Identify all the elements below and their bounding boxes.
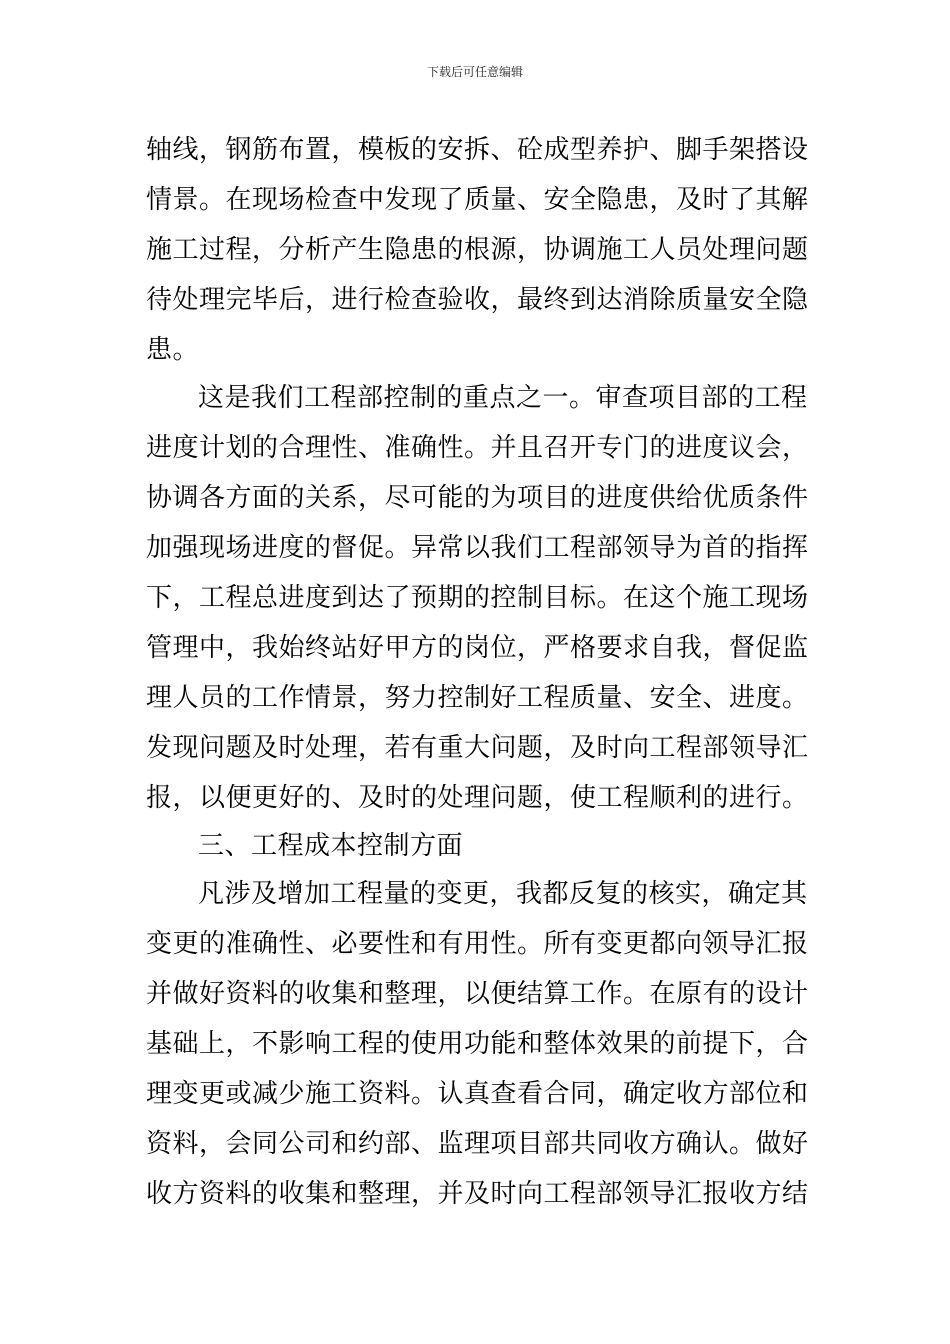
paragraph-first-line: 凡涉及增加工程量的变更，我都反复的核实，确定其 [198, 879, 808, 909]
text-line: 资料，会同公司和约部、监理项目部共同收方确认。做好 [146, 1129, 809, 1159]
text-line: 报，以便更好的、及时的处理问题，使工程顺利的进行。 [146, 783, 809, 813]
text-line: 管理中，我始终站好甲方的岗位，严格要求自我，督促监 [146, 633, 809, 663]
text-line: 情景。在现场检查中发现了质量、安全隐患，及时了其解 [146, 185, 809, 215]
text-line: 理变更或减少施工资料。认真查看合同，确定收方部位和 [146, 1079, 809, 1109]
text-line: 进度计划的合理性、准确性。并且召开专门的进度议会， [146, 433, 809, 463]
text-line: 基础上，不影响工程的使用功能和整体效果的前提下，合 [146, 1029, 809, 1059]
text-line: 施工过程，分析产生隐患的根源，协调施工人员处理问题 [146, 235, 809, 265]
text-line: 患。 [146, 335, 200, 365]
text-line: 协调各方面的关系，尽可能的为项目的进度供给优质条件 [146, 483, 809, 513]
text-line: 下，工程总进度到达了预期的控制目标。在这个施工现场 [146, 583, 809, 613]
paragraph-first-line: 这是我们工程部控制的重点之一。审查项目部的工程 [198, 383, 808, 413]
text-line: 收方资料的收集和整理，并及时向工程部领导汇报收方结 [146, 1179, 809, 1209]
section-heading: 三、工程成本控制方面 [198, 831, 464, 861]
text-line: 理人员的工作情景，努力控制好工程质量、安全、进度。 [146, 683, 809, 713]
text-line: 变更的准确性、必要性和有用性。所有变更都向领导汇报 [146, 929, 809, 959]
text-line: 发现问题及时处理，若有重大问题，及时向工程部领导汇 [146, 733, 809, 763]
text-line: 加强现场进度的督促。异常以我们工程部领导为首的指挥 [146, 533, 809, 563]
text-line: 并做好资料的收集和整理，以便结算工作。在原有的设计 [146, 979, 809, 1009]
text-line: 待处理完毕后，进行检查验收，最终到达消除质量安全隐 [146, 285, 809, 315]
text-line: 轴线，钢筋布置，模板的安拆、砼成型养护、脚手架搭设 [146, 135, 809, 165]
page-header: 下载后可任意编辑 [426, 65, 523, 79]
